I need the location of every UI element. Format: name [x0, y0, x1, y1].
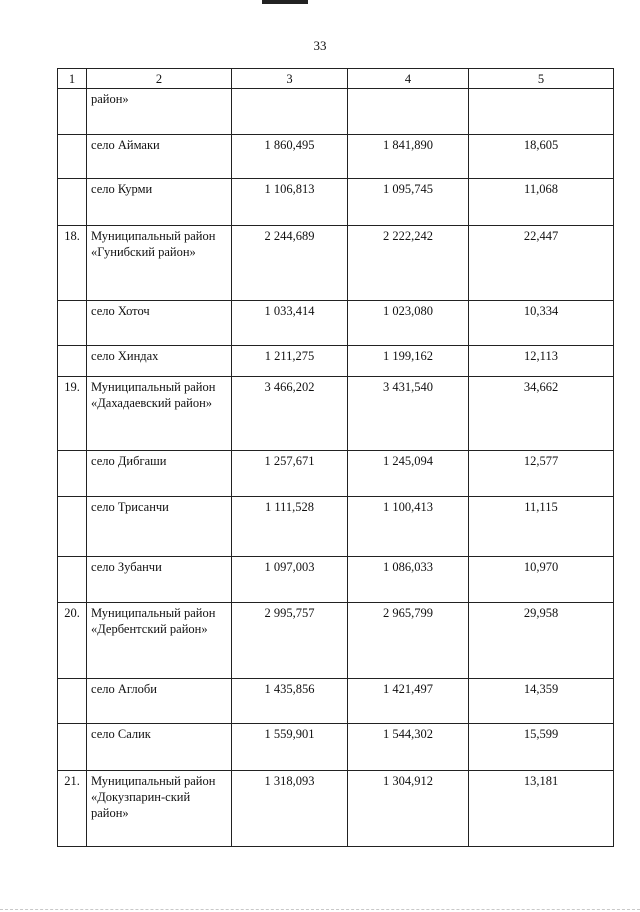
- value-col-4: 2 222,242: [348, 226, 469, 301]
- table-row: [58, 179, 614, 226]
- value-col-4: 1 199,162: [348, 346, 469, 377]
- table-row: [58, 89, 614, 135]
- municipality-name: село Салик: [87, 724, 232, 771]
- value-col-3: 1 860,495: [232, 135, 348, 179]
- row-index: 18.: [58, 226, 87, 301]
- value-col-4: 1 841,890: [348, 135, 469, 179]
- value-col-3: [232, 89, 348, 135]
- municipality-name: село Трисанчи: [87, 497, 232, 557]
- row-index: [58, 557, 87, 603]
- value-col-5: 29,958: [469, 603, 614, 679]
- column-header: 4: [348, 69, 469, 89]
- value-col-3: 1 257,671: [232, 451, 348, 497]
- value-col-5: 12,113: [469, 346, 614, 377]
- municipality-name: село Дибгаши: [87, 451, 232, 497]
- row-index: [58, 724, 87, 771]
- municipality-name: Муниципальный район «Дахадаевский район»: [87, 377, 232, 451]
- row-index: [58, 135, 87, 179]
- page-number: 33: [313, 38, 327, 53]
- table-row: [58, 301, 614, 346]
- table-row: [58, 135, 614, 179]
- municipality-name: село Зубанчи: [87, 557, 232, 603]
- value-col-3: 1 559,901: [232, 724, 348, 771]
- column-header: 3: [232, 69, 348, 89]
- municipality-name: село Хоточ: [87, 301, 232, 346]
- value-col-4: 1 421,497: [348, 679, 469, 724]
- municipality-name: район»: [87, 89, 232, 135]
- municipality-name: село Хиндах: [87, 346, 232, 377]
- value-col-5: 18,605: [469, 135, 614, 179]
- value-col-4: 1 100,413: [348, 497, 469, 557]
- row-index: [58, 346, 87, 377]
- table-header-row: [58, 69, 614, 89]
- table-row: [58, 451, 614, 497]
- value-col-4: 1 095,745: [348, 179, 469, 226]
- value-col-3: 1 033,414: [232, 301, 348, 346]
- value-col-3: 1 435,856: [232, 679, 348, 724]
- value-col-3: 1 111,528: [232, 497, 348, 557]
- value-col-5: 13,181: [469, 771, 614, 847]
- municipality-name: Муниципальный район «Дербентский район»: [87, 603, 232, 679]
- value-col-3: 1 097,003: [232, 557, 348, 603]
- table-row: [58, 377, 614, 451]
- scan-noise: [0, 907, 640, 910]
- value-col-5: 34,662: [469, 377, 614, 451]
- column-header: 1: [58, 69, 87, 89]
- value-col-3: 1 106,813: [232, 179, 348, 226]
- value-col-3: 3 466,202: [232, 377, 348, 451]
- column-header: 5: [469, 69, 614, 89]
- value-col-4: 1 023,080: [348, 301, 469, 346]
- table-row: [58, 226, 614, 301]
- value-col-5: 10,334: [469, 301, 614, 346]
- value-col-4: 1 086,033: [348, 557, 469, 603]
- table-row: [58, 724, 614, 771]
- row-index: [58, 497, 87, 557]
- municipality-name: Муниципальный район «Докузпарин-ский район»: [87, 771, 232, 847]
- table-row: [58, 497, 614, 557]
- row-index: [58, 301, 87, 346]
- row-index: [58, 89, 87, 135]
- row-index: 21.: [58, 771, 87, 847]
- value-col-5: 10,970: [469, 557, 614, 603]
- municipality-name: село Аглоби: [87, 679, 232, 724]
- value-col-3: 2 995,757: [232, 603, 348, 679]
- value-col-4: [348, 89, 469, 135]
- row-index: 19.: [58, 377, 87, 451]
- row-index: [58, 679, 87, 724]
- table-row: [58, 771, 614, 847]
- municipality-name: село Аймаки: [87, 135, 232, 179]
- table-row: [58, 346, 614, 377]
- column-header: 2: [87, 69, 232, 89]
- value-col-4: 3 431,540: [348, 377, 469, 451]
- scan-mark: [262, 0, 308, 4]
- row-index: [58, 451, 87, 497]
- value-col-5: 11,115: [469, 497, 614, 557]
- table-row: [58, 679, 614, 724]
- municipality-name: село Курми: [87, 179, 232, 226]
- municipality-name: Муниципальный район «Гунибский район»: [87, 226, 232, 301]
- value-col-4: 1 245,094: [348, 451, 469, 497]
- value-col-5: 14,359: [469, 679, 614, 724]
- data-table: [57, 68, 614, 847]
- value-col-3: 1 318,093: [232, 771, 348, 847]
- value-col-3: 2 244,689: [232, 226, 348, 301]
- row-index: [58, 179, 87, 226]
- row-index: 20.: [58, 603, 87, 679]
- value-col-5: 15,599: [469, 724, 614, 771]
- table-row: [58, 557, 614, 603]
- value-col-5: 11,068: [469, 179, 614, 226]
- value-col-4: 1 544,302: [348, 724, 469, 771]
- table-row: [58, 603, 614, 679]
- value-col-4: 2 965,799: [348, 603, 469, 679]
- value-col-5: 22,447: [469, 226, 614, 301]
- value-col-5: [469, 89, 614, 135]
- value-col-5: 12,577: [469, 451, 614, 497]
- value-col-4: 1 304,912: [348, 771, 469, 847]
- value-col-3: 1 211,275: [232, 346, 348, 377]
